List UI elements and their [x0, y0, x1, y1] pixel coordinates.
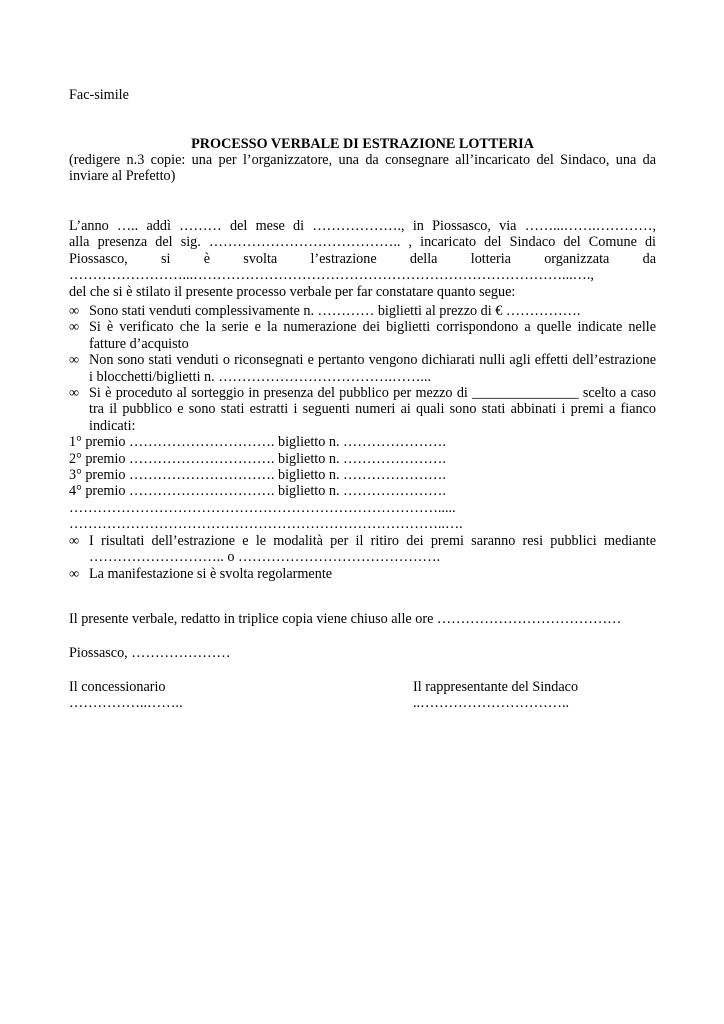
list-item-text: La manifestazione si è svolta regolarmente [89, 565, 333, 582]
intro-paragraph [69, 218, 656, 300]
signature-line: ..………………………….. [413, 695, 570, 712]
prize-line: 4° premio …………………………. biglietto n. …………………. [69, 483, 446, 500]
list-item-text: Sono stati venduti complessivamente n. ………… biglietti al prezzo di € ……………. [89, 303, 581, 319]
bullet-symbol: ∞ [69, 565, 80, 582]
signature-label: Il concessionario [69, 679, 166, 695]
signature-left [69, 679, 183, 712]
list-item-text: Non sono stati venduti o riconsegnati e pertanto vengono dichiarati nulli agli effetti dell’estrazione i blocchetti/biglietti n. ……………………………….……... [89, 352, 656, 385]
prize-line: 1° premio …………………………. biglietto n. …………………. [69, 434, 446, 451]
list-item [69, 303, 656, 319]
intro-line: ……………………...……………………………………………………………………...…., [69, 267, 594, 284]
dotted-line: ……………………………………………………………………..…. [69, 516, 463, 533]
fac-simile-label: Fac-simile [69, 87, 129, 103]
list-item [69, 385, 656, 434]
signature-line: ……………..…….. [69, 695, 183, 712]
list-item [69, 352, 656, 385]
signature-right [413, 679, 578, 712]
list-item-text: Si è proceduto al sorteggio in presenza del pubblico per mezzo di _______________ scelto a caso tra il pubblico e sono stati estratti i seguenti numeri ai quali sono stati abbinati i premi a fianco indicati: [89, 385, 656, 434]
intro-line: L’anno ….. addì ……… del mese di ………………., in Piossasco, via ……...…….…………, [69, 218, 656, 234]
place-date: Piossasco, ………………… [69, 645, 231, 661]
bullet-symbol: ∞ [69, 532, 80, 549]
list-item [69, 319, 656, 352]
bullet-symbol: ∞ [69, 303, 80, 319]
intro-line: alla presenza del sig. ………………………………….. , incaricato del Sindaco del Comune di [69, 234, 656, 251]
dotted-line: ……………………………………………………………………..... [69, 499, 456, 516]
list-item-text: Si è verificato che la serie e la numerazione dei biglietti corrispondono a quelle indicate nelle fatture d’acquisto [89, 319, 656, 352]
list-item [69, 566, 656, 582]
bullet-list [69, 303, 656, 582]
document-subtitle: (redigere n.3 copie: una per l’organizzatore, una da consegnare all’incaricato del Sindaco, una da inviare al Prefetto) [69, 152, 656, 185]
bullet-symbol: ∞ [69, 385, 80, 402]
signature-label: Il rappresentante del Sindaco [413, 679, 579, 695]
intro-line: Piossasco, si è svolta l’estrazione della lotteria organizzata da [69, 250, 656, 267]
document-title: PROCESSO VERBALE DI ESTRAZIONE LOTTERIA [191, 136, 534, 152]
prize-line: 3° premio …………………………. biglietto n. …………………. [69, 467, 446, 484]
intro-line: del che si è stilato il presente processo verbale per far constatare quanto segue: [69, 283, 516, 300]
bullet-symbol: ∞ [69, 352, 80, 369]
list-item-text: I risultati dell’estrazione e le modalità per il ritiro dei premi saranno resi pubblici mediante ……………………….. o ……………………………………. [89, 532, 656, 566]
list-item [69, 533, 656, 566]
closing-statement: Il presente verbale, redatto in triplice copia viene chiuso alle ore ………………………………… [69, 611, 622, 627]
prize-line: 2° premio …………………………. biglietto n. …………………. [69, 450, 446, 467]
bullet-symbol: ∞ [69, 319, 80, 336]
